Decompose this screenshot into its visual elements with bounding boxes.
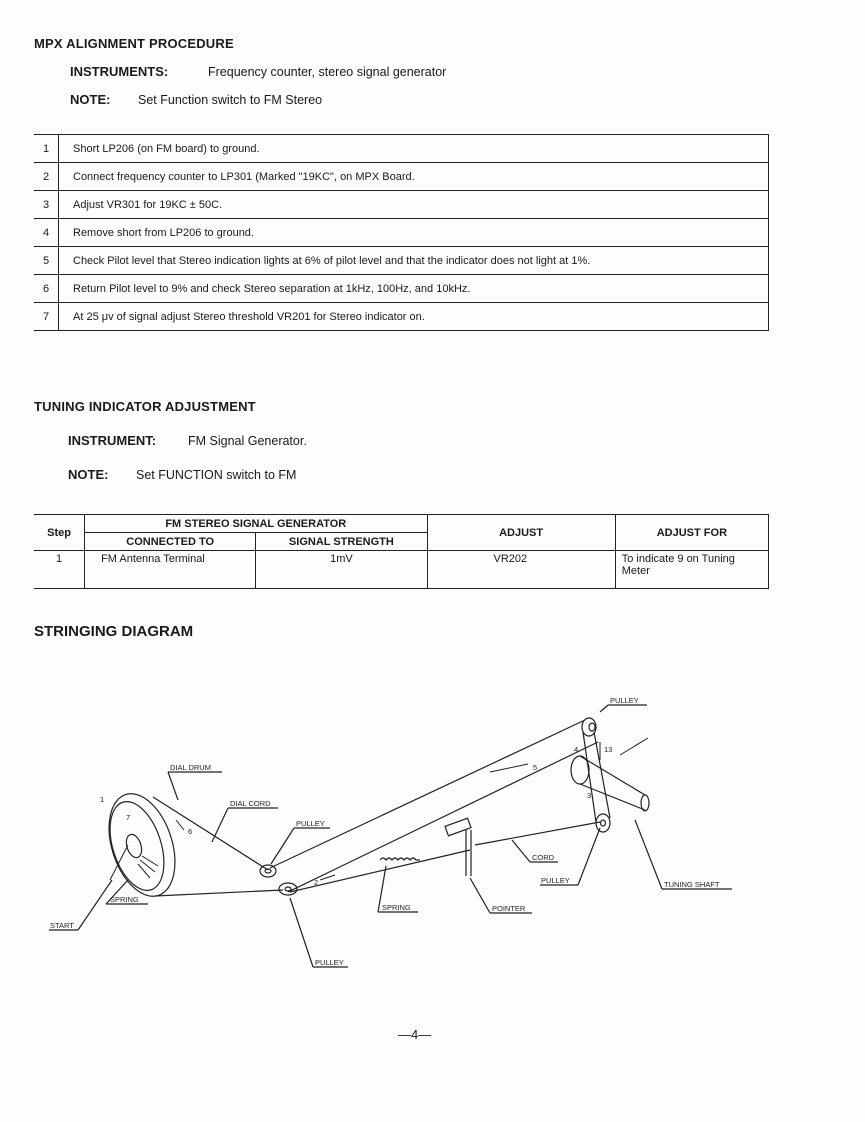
table-row <box>34 275 769 303</box>
mpx-steps-table <box>34 134 769 331</box>
step-text: Connect frequency counter to LP301 (Marked "19KC", on MPX Board. <box>59 163 769 191</box>
tuning-instrument-value: FM Signal Generator. <box>188 434 307 448</box>
step-number: 1 <box>34 135 59 163</box>
label-dial-drum: DIAL DRUM <box>170 763 211 772</box>
cord-top-long-2 <box>288 742 598 892</box>
tuning-note-value: Set FUNCTION switch to FM <box>136 468 297 482</box>
row-adjust: VR202 <box>427 551 615 589</box>
row-step: 1 <box>34 551 85 589</box>
step-number: 3 <box>34 191 59 219</box>
step-text: Short LP206 (on FM board) to ground. <box>59 135 769 163</box>
tuning-instrument-label: INSTRUMENT: <box>68 433 157 448</box>
step-text: Remove short from LP206 to ground. <box>59 219 769 247</box>
table-header-row <box>34 515 769 533</box>
step-number: 7 <box>34 303 59 331</box>
table-row <box>34 303 769 331</box>
num-7: 7 <box>126 813 131 822</box>
mpx-title: MPX ALIGNMENT PROCEDURE <box>34 36 234 51</box>
tuning-title: TUNING INDICATOR ADJUSTMENT <box>34 399 256 414</box>
table-row <box>34 247 769 275</box>
strength-header: SIGNAL STRENGTH <box>256 533 427 551</box>
num-4: 4 <box>574 745 579 754</box>
label-cord: CORD <box>532 853 555 862</box>
table-row <box>34 191 769 219</box>
label-start: START <box>50 921 74 930</box>
table-row <box>34 135 769 163</box>
mpx-instruments-value: Frequency counter, stereo signal generator <box>208 65 447 79</box>
label-spring-mid: SPRING <box>382 903 411 912</box>
step-text: Return Pilot level to 9% and check Stereo separation at 1kHz, 100Hz, and 10kHz. <box>59 275 769 303</box>
cord-lower-left <box>155 890 283 896</box>
stringing-diagram <box>0 680 865 980</box>
label-dial-cord: DIAL CORD <box>230 799 271 808</box>
step-number: 6 <box>34 275 59 303</box>
row-adjust-for: To indicate 9 on Tuning Meter <box>615 551 768 589</box>
mpx-instruments-label: INSTRUMENTS: <box>70 64 169 79</box>
label-tuning-shaft: TUNING SHAFT <box>664 880 720 889</box>
stringing-title: STRINGING DIAGRAM <box>34 623 194 640</box>
num-3: 3 <box>587 791 592 800</box>
page-number: —4— <box>398 1027 432 1042</box>
tuning-note-label: NOTE: <box>68 467 109 482</box>
num-13: 13 <box>604 745 613 754</box>
step-number: 5 <box>34 247 59 275</box>
row-strength: 1mV <box>256 551 427 589</box>
num-1: 1 <box>100 795 105 804</box>
adjust-header: ADJUST <box>427 515 615 551</box>
cord-top-long <box>270 720 585 868</box>
step-text: Adjust VR301 for 19KC ± 50C. <box>59 191 769 219</box>
num-6: 6 <box>188 827 193 836</box>
step-number: 4 <box>34 219 59 247</box>
table-row <box>34 551 769 589</box>
mpx-note-label: NOTE: <box>70 92 111 107</box>
label-pulley-mid: PULLEY <box>296 819 325 828</box>
dial-drum-graphic <box>97 785 187 904</box>
table-row <box>34 219 769 247</box>
label-pulley-top: PULLEY <box>610 696 639 705</box>
step-number: 2 <box>34 163 59 191</box>
row-connected: FM Antenna Terminal <box>85 551 256 589</box>
table-row <box>34 163 769 191</box>
tuning-table <box>34 514 769 589</box>
step-text: Check Pilot level that Stereo indication lights at 6% of pilot level and that the indicator does not light at 1%. <box>59 247 769 275</box>
label-spring-left: SPRING <box>110 895 139 904</box>
mpx-note-value: Set Function switch to FM Stereo <box>138 93 323 107</box>
group-header: FM STEREO SIGNAL GENERATOR <box>85 515 427 533</box>
adjust-for-header: ADJUST FOR <box>615 515 768 551</box>
num-5: 5 <box>533 763 538 772</box>
connected-header: CONNECTED TO <box>85 533 256 551</box>
label-pulley-bottom: PULLEY <box>315 958 344 967</box>
cord-pointer-right <box>475 822 600 845</box>
step-header: Step <box>34 515 85 551</box>
label-pulley-right: PULLEY <box>541 876 570 885</box>
step-text: At 25 μv of signal adjust Stereo threshold VR201 for Stereo indicator on. <box>59 303 769 331</box>
label-pointer: POINTER <box>492 904 526 913</box>
num-2: 2 <box>314 878 319 887</box>
